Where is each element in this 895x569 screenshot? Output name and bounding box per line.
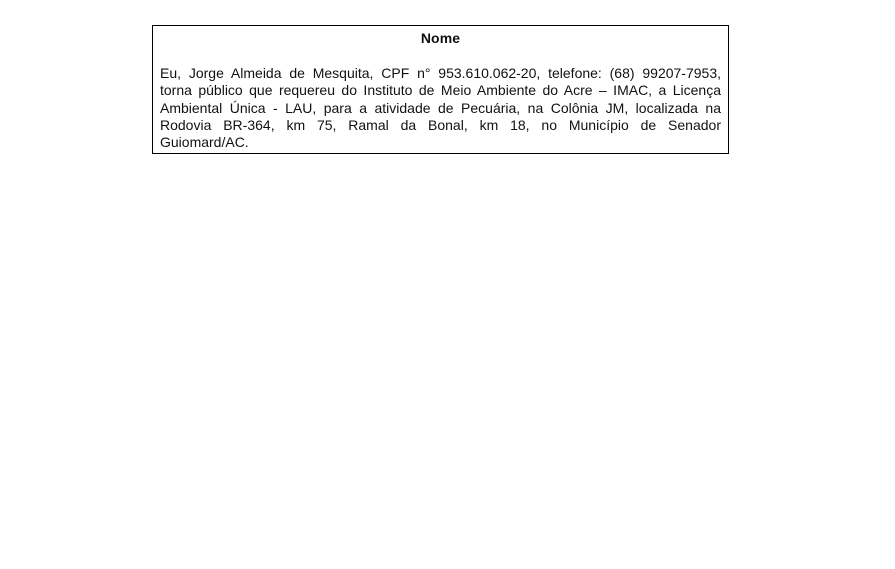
notice-body-text: Eu, Jorge Almeida de Mesquita, CPF n° 953.610.062-20, telefone: (68) 99207-7953, torna público que requereu do Instituto de Meio Ambiente do Acre – IMAC, a Licença Ambiental Única - LAU, para a atividade de Pecuária, na Colônia JM, localizada na Rodovia BR-364, km 75, Ramal da Bonal, km 18, no Município de Senador Guiomard/AC. [160,65,721,151]
notice-box [152,25,729,154]
notice-title: Nome [420,30,461,46]
